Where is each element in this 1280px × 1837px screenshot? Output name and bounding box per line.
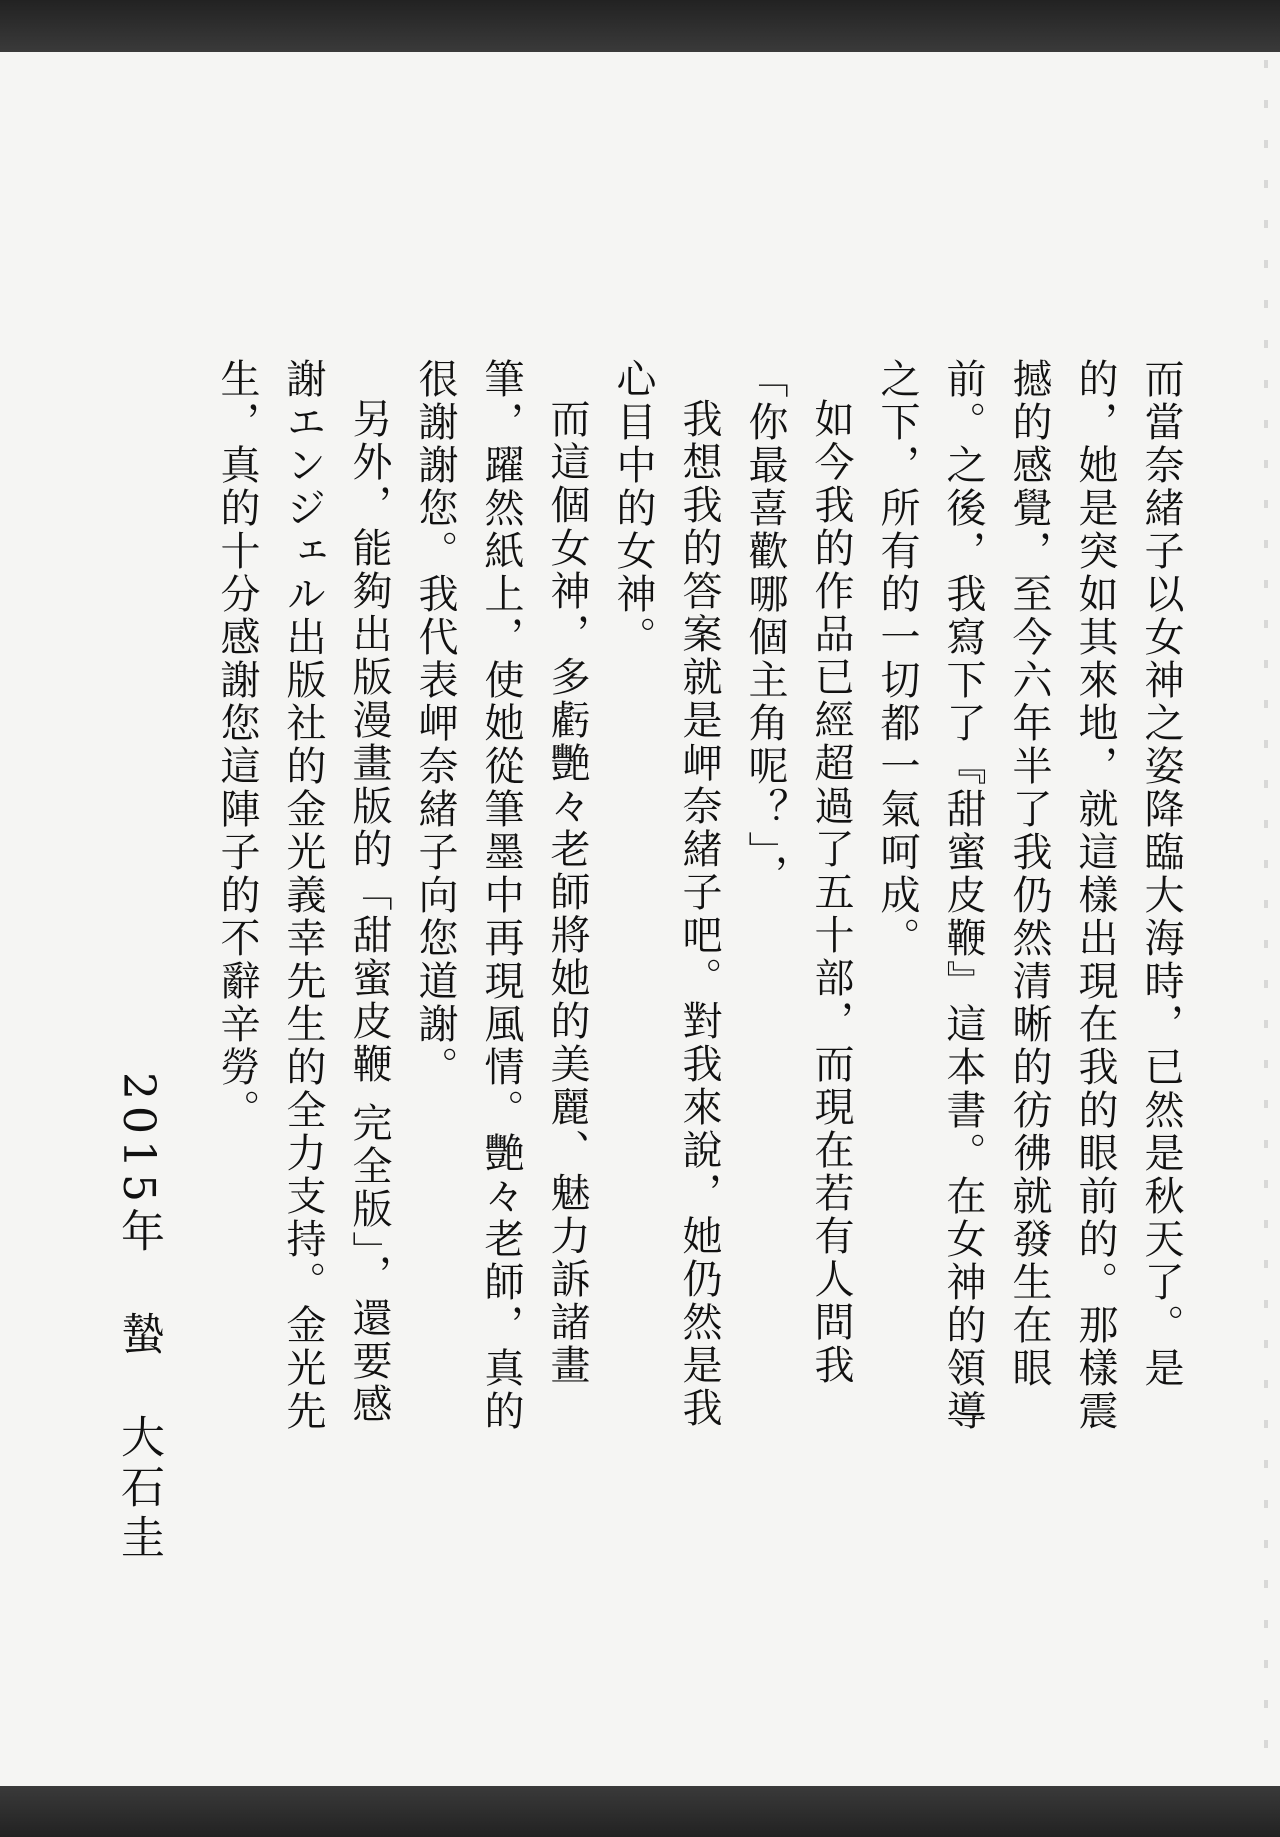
paragraph-5: 另外，能夠出版漫畫版的「甜蜜皮鞭 完全版」，還要感謝エンジェル出版社的金光義幸先生的全力支持。金光先生，真的十分感謝您這陣子的不辭辛勞。 (214, 358, 392, 1433)
top-scan-border (0, 0, 1280, 52)
paragraph-4: 而這個女神，多虧艷々老師將她的美麗、魅力訴諸畫筆，躍然紙上，使她從筆墨中再現風情。艷々老師，真的很謝謝您。我代表岬奈緒子向您道謝。 (412, 358, 590, 1433)
signature (108, 1072, 168, 1564)
signature-author: 大石圭 (113, 1413, 164, 1564)
paragraph-2: 如今我的作品已經超過了五十部，而現在若有人問我「你最喜歡哪個主角呢？」， (742, 358, 854, 1387)
signature-year: 2015年 (113, 1072, 164, 1258)
paragraph-3: 我想我的答案就是岬奈緒子吧。對我來說，她仍然是我心目中的女神。 (610, 358, 722, 1430)
signature-mark: 蟄 (113, 1310, 164, 1361)
paragraph-1: 而當奈緒子以女神之姿降臨大海時，已然是秋天了。是的，她是突如其來地，就這樣出現在我的眼前的。那樣震撼的感覺，至今六年半了我仍然清晰的彷彿就發生在眼前。之後，我寫下了『甜蜜皮鞭』這本書。在女神的領導之下，所有的一切都一氣呵成。 (874, 358, 1184, 1433)
page-edge-shadow (1264, 60, 1268, 1760)
bottom-scan-border (0, 1786, 1280, 1837)
afterword-text (204, 358, 1194, 1438)
